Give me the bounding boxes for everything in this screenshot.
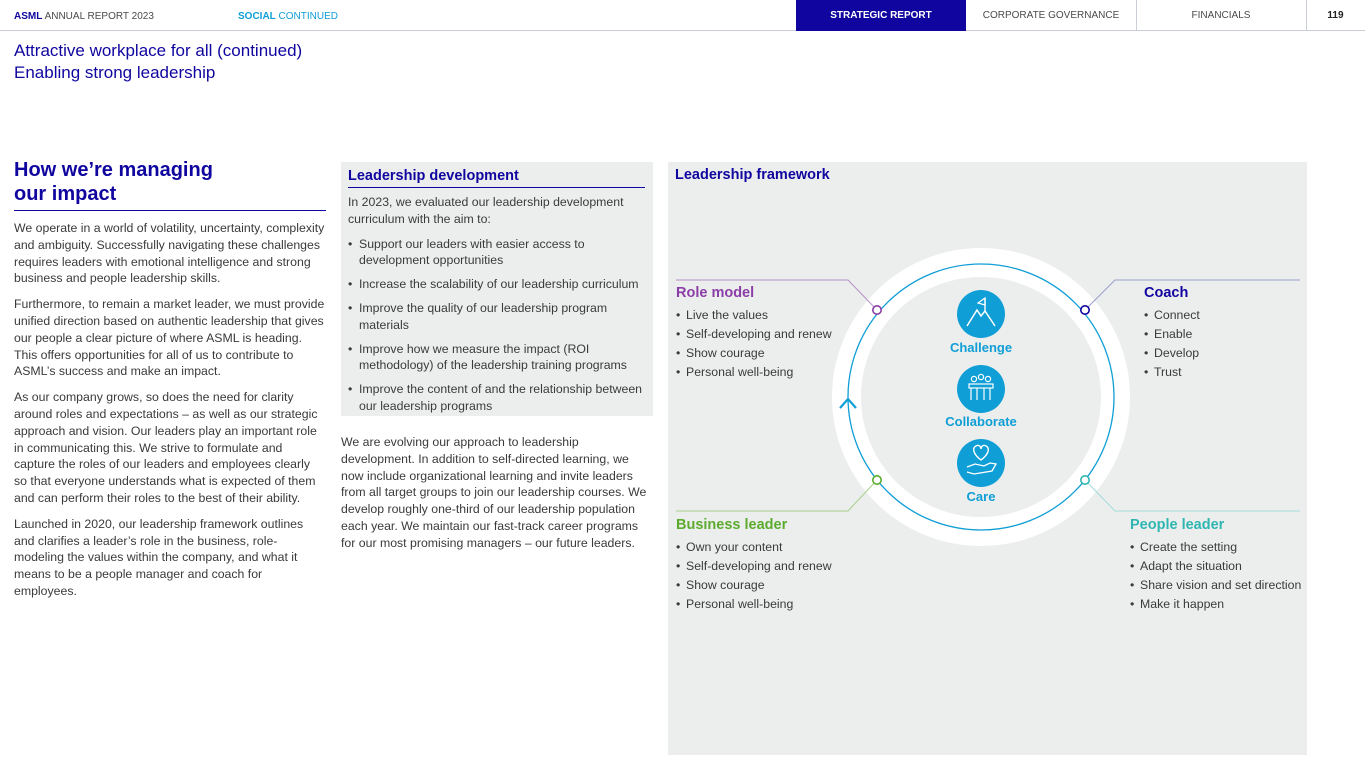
impact-paragraph: Launched in 2020, our leadership framework outlines and clarifies a leader’s role in the business, role-modeling the values within the company, and what it means to be a people manager and coach for employees. (14, 516, 304, 598)
framework-diagram (668, 162, 1307, 755)
list-item: • Own your content (676, 538, 832, 557)
list-item: • Live the values (676, 306, 832, 325)
tab-corporate-governance[interactable]: CORPORATE GOVERNANCE (982, 10, 1120, 21)
list-item: • Improve the quality of our leadership program materials (348, 300, 645, 334)
people-leader-connector (1085, 480, 1300, 511)
list-item: • Make it happen (1130, 595, 1301, 614)
business-leader-connector (676, 480, 877, 511)
impact-column (14, 158, 326, 609)
list-item: • Enable (1144, 325, 1200, 344)
list-item: • Trust (1144, 363, 1200, 382)
list-item: • Increase the scalability of our leadership curriculum (348, 276, 645, 293)
mountain-flag-icon (957, 290, 1005, 338)
coach-block (1144, 285, 1200, 382)
heart-hand-icon (957, 439, 1005, 487)
list-item: • Share vision and set direction (1130, 576, 1301, 595)
leadership-framework-panel (668, 162, 1307, 755)
list-item: • Improve the content of and the relationship between our leadership programs (348, 381, 645, 415)
list-item: • Personal well-being (676, 363, 832, 382)
business-leader-title: Business leader (676, 517, 788, 533)
list-item: • Show courage (676, 576, 832, 595)
people-leader-block (1130, 517, 1301, 614)
list-item: • Improve how we measure the impact (ROI methodology) of the leadership training programs (348, 341, 645, 375)
development-heading: Leadership development (348, 168, 645, 188)
list-item: • Adapt the situation (1130, 557, 1301, 576)
role-model-node (873, 306, 881, 314)
page-number: 119 (1327, 10, 1344, 21)
development-body: We are evolving our approach to leadership development. In addition to self-directed learning, we now include organizational learning and invite leaders from all target groups to join our leadership courses. We develop roughly one-third of our leadership population each year. We maintain our fast-track career programs for our most promising managers – our future leaders. (341, 435, 647, 550)
list-item: • Self-developing and renew (676, 325, 832, 344)
report-brand: ASML ANNUAL REPORT 2023 (14, 11, 154, 22)
challenge-label: Challenge (949, 340, 1013, 355)
people-leader-title: People leader (1130, 517, 1225, 533)
role-model-title: Role model (676, 285, 755, 301)
impact-paragraph: Furthermore, to remain a market leader, we must provide unified direction based on authentic leadership that gives our people a clear picture of where ASML is heading. This offers opportunities for all of us to contribute to ASML’s success and make an impact. (14, 297, 325, 379)
coach-title: Coach (1144, 285, 1189, 301)
development-list (348, 236, 645, 415)
business-leader-node (873, 476, 881, 484)
impact-paragraph: We operate in a world of volatility, uncertainty, complexity and ambiguity. Successfully navigating these challenges requires leaders with emotional intelligence and strong business and people leadership skills. (14, 221, 325, 286)
page-title (14, 40, 302, 84)
business-leader-block (676, 517, 832, 614)
list-item: • Personal well-being (676, 595, 832, 614)
collaborate-label: Collaborate (945, 414, 1017, 429)
leadership-development-box (341, 162, 653, 416)
list-item: • Support our leaders with easier access to development opportunities (348, 236, 645, 270)
page-title-line2: Enabling strong leadership (14, 63, 216, 82)
care-label: Care (966, 489, 996, 504)
top-navigation-bar (0, 0, 1365, 31)
list-item: • Develop (1144, 344, 1200, 363)
framework-heading: Leadership framework (675, 167, 830, 183)
impact-paragraph: As our company grows, so does the need for clarity around roles and expectations – as well as our strategic approach and vision. Our leaders play an important role in communicating this. We strive to formulate and capture the roles of our leaders and employees clearly so that everyone understands what is expected of them and can perform their roles to the best of their ability. (14, 390, 318, 505)
section-label: SOCIAL CONTINUED (238, 11, 339, 22)
development-intro: In 2023, we evaluated our leadership development curriculum with the aim to: (348, 195, 624, 226)
list-item: • Self-developing and renew (676, 557, 832, 576)
people-leader-node (1081, 476, 1089, 484)
page-title-line1: Attractive workplace for all (continued) (14, 41, 303, 60)
list-item: • Show courage (676, 344, 832, 363)
tab-financials[interactable]: FINANCIALS (1191, 10, 1251, 21)
impact-heading: How we’re managing our impact (14, 158, 326, 211)
list-item: • Connect (1144, 306, 1200, 325)
list-item: • Create the setting (1130, 538, 1301, 557)
coach-node (1081, 306, 1089, 314)
tab-strategic-report[interactable]: STRATEGIC REPORT (796, 0, 966, 31)
role-model-block (676, 285, 832, 382)
team-people-icon (957, 365, 1005, 413)
